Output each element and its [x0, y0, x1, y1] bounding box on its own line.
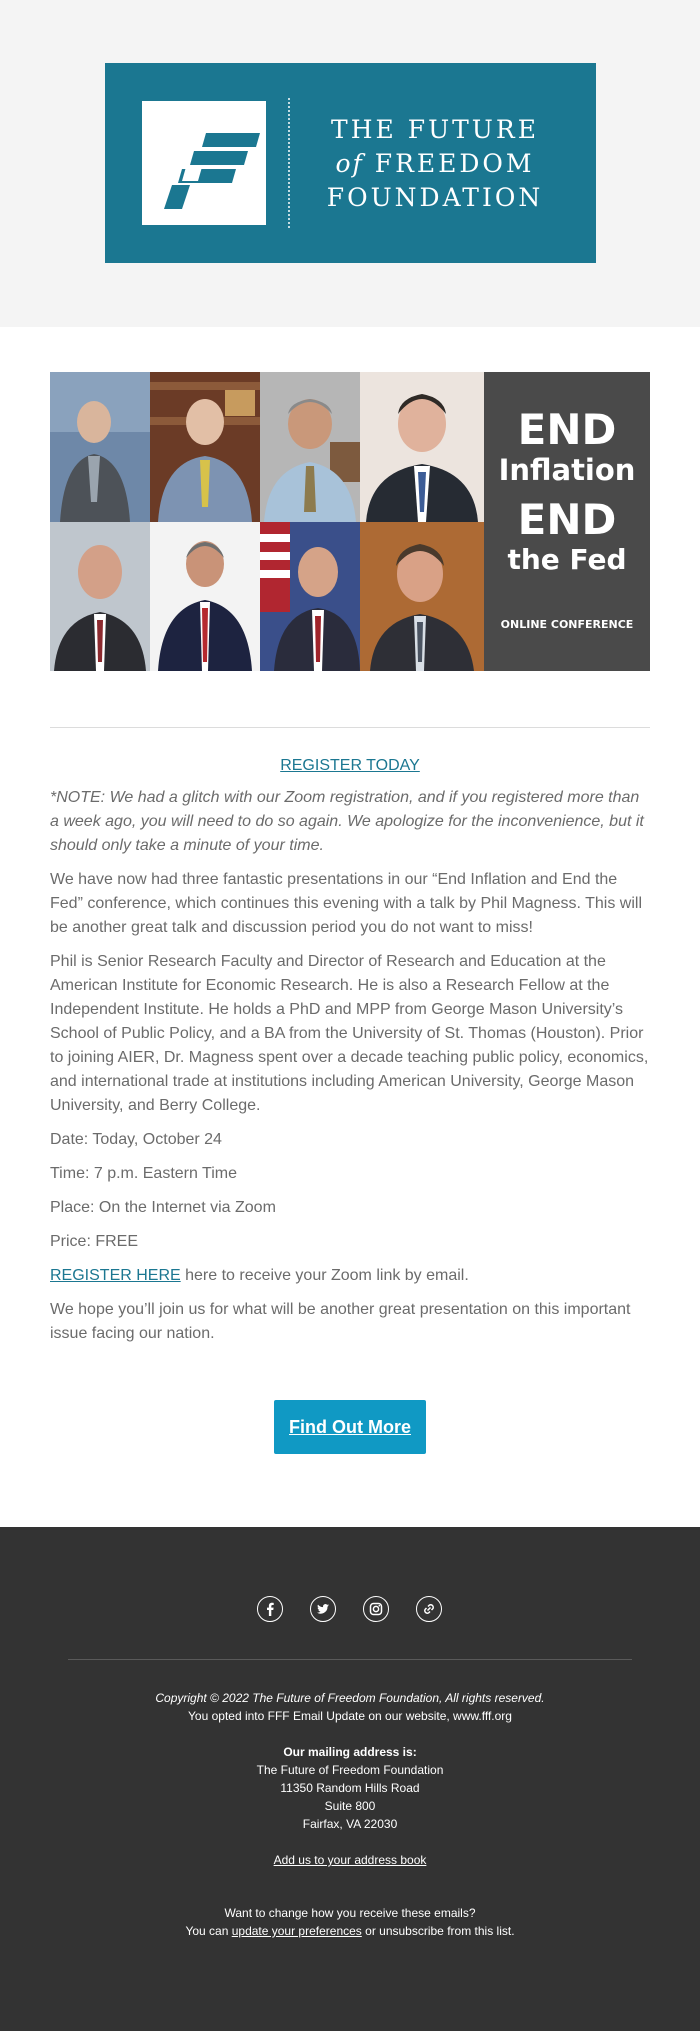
social-links — [0, 1596, 700, 1624]
banner-subtitle: ONLINE CONFERENCE — [500, 618, 634, 631]
zoom-note: *NOTE: We had a glitch with our Zoom registration, and if you registered more than a week ago, you will need to do so again. We apologize for the inconvenience, but it should only take a minute of your time. — [50, 789, 644, 854]
link-icon[interactable] — [416, 1596, 442, 1622]
speaker-photo-2 — [150, 372, 260, 522]
logo-line-3: FOUNDATION — [326, 183, 544, 212]
banner-title-fed: the Fed — [507, 543, 627, 576]
fff-logo-mark-icon — [142, 101, 266, 225]
logo-wordmark — [310, 113, 560, 215]
event-time: Time: 7 p.m. Eastern Time — [50, 1165, 238, 1182]
speaker-photo-3 — [260, 372, 360, 522]
logo-freedom: FREEDOM — [374, 149, 535, 178]
email-body — [50, 754, 650, 1356]
conference-banner[interactable] — [50, 372, 650, 671]
speaker-photo-5 — [50, 522, 150, 671]
banner-title-end-1: END — [517, 405, 617, 454]
intro-paragraph: We have now had three fantastic presentations in our “End Inflation and End the Fed” conference, which continues this evening with a talk by Phil Magness. This will be another great talk and discussion period you do not want to miss! — [50, 871, 642, 936]
instagram-icon[interactable] — [363, 1596, 389, 1622]
logo-line-1: THE FUTURE — [331, 115, 539, 144]
opt-in-text: You opted into FFF Email Update on our website, www.fff.org — [188, 1709, 512, 1723]
banner-title-panel — [484, 372, 650, 671]
address-org: The Future of Freedom Foundation — [256, 1763, 444, 1777]
fff-logo[interactable] — [105, 63, 596, 263]
footer-divider — [68, 1659, 632, 1660]
register-today-link[interactable]: REGISTER TODAY — [280, 757, 420, 774]
logo-of: of — [335, 149, 364, 178]
event-price: Price: FREE — [50, 1233, 139, 1250]
event-place: Place: On the Internet via Zoom — [50, 1199, 276, 1216]
banner-title-end-2: END — [517, 495, 617, 544]
event-date: Date: Today, October 24 — [50, 1131, 222, 1148]
register-here-line — [50, 1264, 650, 1288]
closing-paragraph: We hope you’ll join us for what will be another great presentation on this important issue facing our nation. — [50, 1301, 631, 1342]
banner-title-inflation: Inflation — [498, 453, 636, 487]
update-preferences-link[interactable]: update your preferences — [231, 1924, 362, 1938]
you-can-text: You can — [185, 1924, 232, 1938]
mailing-address-heading: Our mailing address is: — [283, 1745, 417, 1759]
register-here-link[interactable]: REGISTER HERE — [50, 1267, 181, 1284]
address-city: Fairfax, VA 22030 — [302, 1817, 398, 1831]
logo-line-2 — [310, 147, 560, 181]
register-here-suffix: here to receive your Zoom link by email. — [180, 1267, 469, 1284]
unsubscribe-text: or unsubscribe from this list. — [361, 1924, 515, 1938]
speaker-photo-7 — [260, 522, 360, 671]
header-band — [0, 0, 700, 327]
facebook-icon[interactable] — [257, 1596, 283, 1622]
address-street: 11350 Random Hills Road — [280, 1781, 420, 1795]
speaker-bio-paragraph: Phil is Senior Research Faculty and Director of Research and Education at the American Institute for Economic Research. He is also a Research Fellow at the Independent Institute. He holds a PhD and MPP from George Mason University’s School of Public Policy, and a BA from the University of St. Thomas (Houston). Prior to joining AIER, Dr. Magness spent over a decade teaching public policy, economics, and international trade at institutions including American University, George Mason University, and Berry College. — [50, 953, 649, 1114]
address-suite: Suite 800 — [324, 1799, 376, 1813]
speaker-photo-6 — [150, 522, 260, 671]
footer — [0, 1527, 700, 2031]
find-out-more-button[interactable]: Find Out More — [274, 1400, 426, 1454]
address-book-line — [0, 1851, 700, 1869]
copyright-text: Copyright © 2022 The Future of Freedom Foundation, All rights reserved. — [155, 1691, 545, 1705]
logo-divider — [288, 98, 290, 228]
speaker-photo-1 — [50, 372, 150, 522]
content-divider — [50, 727, 650, 728]
change-prompt: Want to change how you receive these emails? — [224, 1906, 476, 1920]
add-address-book-link[interactable]: Add us to your address book — [273, 1853, 427, 1867]
speaker-photo-4 — [360, 372, 484, 522]
main-content — [0, 327, 700, 1527]
preferences-line — [0, 1922, 700, 1940]
speaker-photo-8 — [360, 522, 484, 671]
twitter-icon[interactable] — [310, 1596, 336, 1622]
fff-logo-mark — [142, 101, 266, 225]
